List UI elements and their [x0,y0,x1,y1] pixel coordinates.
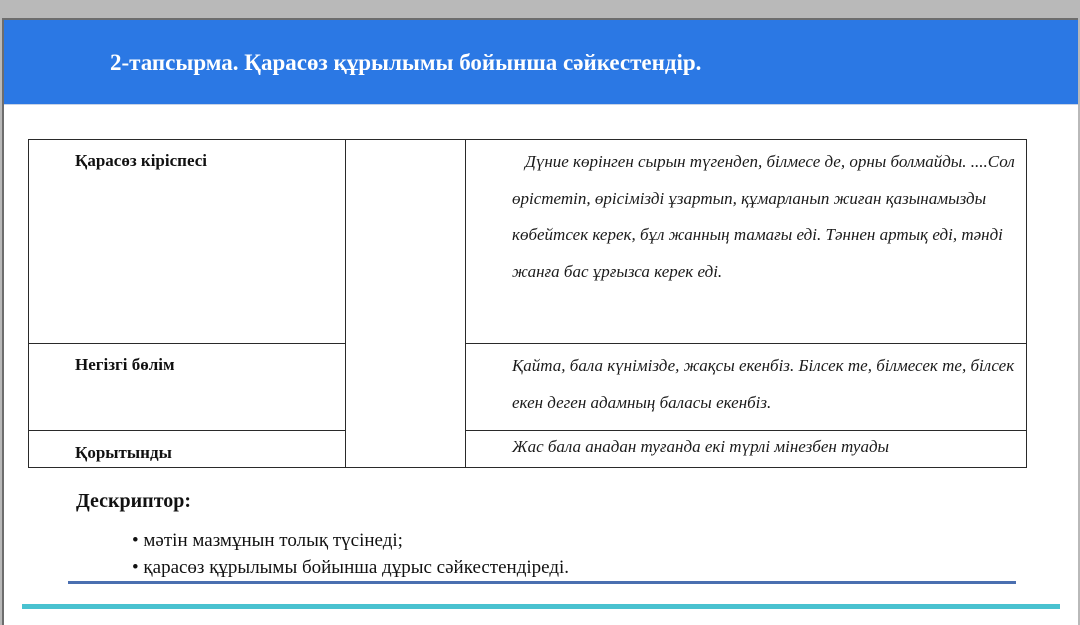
page-title: 2-тапсырма. Қарасөз құрылымы бойынша сәйкестендір. [110,50,702,75]
descriptor-list [132,527,569,581]
decorative-line-teal [22,604,1060,609]
table-row [29,140,1027,344]
label-conclusion: Қорытынды [29,431,346,468]
label-main-part: Негізгі бөлім [29,344,346,431]
table-row [29,431,1027,468]
text-excerpt-1: Дүние көрінген сырын түгендеп, білмесе де, орны болмайды. ....Сол өрістетіп, өрісімізді ұзартып, құмарланып жиған қазынамызды көбейтсек керек, бұл жанның тамағы еді. Тәннен артық еді, тәнді жанға бас ұрғызса керек еді. [466,140,1027,344]
descriptor-title: Дескриптор: [76,490,192,512]
text-excerpt-3: Жас бала анадан туғанда екі түрлі мінезбен туады [466,431,1027,468]
divider [4,104,1078,105]
list-item: • мәтін мазмұнын толық түсінеді; [132,527,569,554]
slide [2,18,1078,625]
list-item: • қарасөз құрылымы бойынша дұрыс сәйкестендіреді. [132,554,569,581]
text-excerpt-2: Қайта, бала күнімізде, жақсы екенбіз. Білсек те, білмесек те, білсек екен деген адамның баласы екенбіз. [466,344,1027,431]
label-introduction: Қарасөз кіріспесі [29,140,346,344]
matching-table [28,139,1027,468]
title-banner [4,20,1078,104]
decorative-line-blue [68,581,1016,584]
answer-column[interactable] [346,140,466,468]
table-row [29,344,1027,431]
